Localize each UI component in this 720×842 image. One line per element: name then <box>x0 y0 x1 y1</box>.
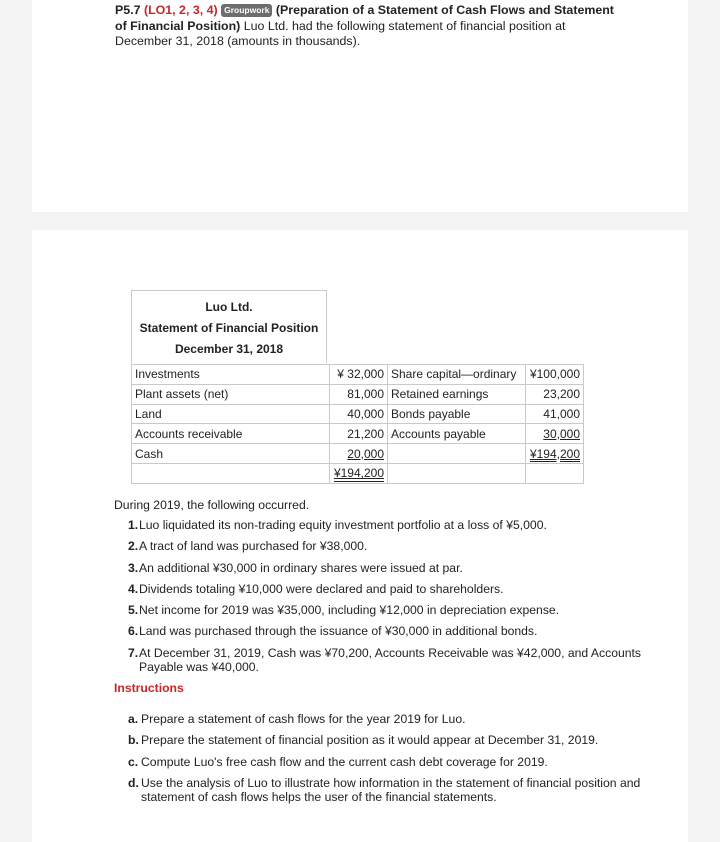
event-item-text: Dividends totaling ¥10,000 were declared and paid to shareholders. <box>139 581 504 596</box>
task-item-text: Use the analysis of Luo to illustrate how information in the statement of financial position and statement of cash flows helps the user of the financial statements. <box>141 775 641 804</box>
statement-date: December 31, 2018 <box>174 342 284 356</box>
asset-amount-cell <box>330 404 388 424</box>
claim-label-cell <box>388 424 526 444</box>
claim-amount-cell <box>526 384 584 404</box>
table-row <box>132 384 584 404</box>
page-top <box>32 0 688 212</box>
event-item-text: An additional ¥30,000 in ordinary shares were issued at par. <box>139 560 463 575</box>
event-item-text: Land was purchased through the issuance of ¥30,000 in additional bonds. <box>139 624 538 639</box>
learning-objectives-link[interactable]: (LO1, 2, 3, 4) <box>143 3 218 17</box>
asset-amount-cell <box>330 384 388 404</box>
asset-label: Accounts receivable <box>135 426 243 441</box>
asset-amount-cell <box>330 463 388 483</box>
event-item-number: 1. <box>128 518 139 532</box>
asset-label: Investments <box>135 367 200 382</box>
claim-label-cell <box>388 463 526 483</box>
event-item <box>128 518 674 532</box>
claim-amount: 30,000 <box>543 426 580 441</box>
asset-amount: 40,000 <box>347 406 384 421</box>
claim-label: Accounts payable <box>391 426 486 441</box>
claim-amount: ¥194,200 <box>529 446 580 461</box>
task-item-text: Prepare the statement of financial position as it would appear at December 31, 2019. <box>141 733 599 748</box>
asset-label-cell <box>132 365 330 385</box>
event-item <box>128 582 674 596</box>
event-item-text: A tract of land was purchased for ¥38,000. <box>139 539 368 554</box>
problem-title: (Preparation of a Statement of Cash Flows and Statement of Financial Position) <box>115 3 614 33</box>
claim-label: Share capital—ordinary <box>391 367 517 382</box>
asset-amount: 21,200 <box>347 426 384 441</box>
asset-label-cell <box>132 384 330 404</box>
problem-intro: Luo Ltd. had the following statement of financial position at December 31, 2018 (amounts in thousands). <box>115 18 566 48</box>
event-item <box>128 646 674 674</box>
table-row <box>132 424 584 444</box>
asset-amount: 20,000 <box>347 446 384 461</box>
claim-label: Retained earnings <box>391 387 489 402</box>
task-item <box>128 776 674 804</box>
asset-label-cell <box>132 463 330 483</box>
narrative <box>114 498 674 811</box>
claim-amount-cell <box>526 404 584 424</box>
event-item <box>128 561 674 575</box>
event-item-text: Luo liquidated its non-trading equity investment portfolio at a loss of ¥5,000. <box>139 518 547 532</box>
asset-amount-cell <box>330 444 388 464</box>
asset-label-cell <box>132 424 330 444</box>
event-item <box>128 539 674 553</box>
statement-header <box>131 290 327 363</box>
claim-amount-cell <box>526 424 584 444</box>
claim-amount-cell <box>526 444 584 464</box>
task-item-text: Compute Luo's free cash flow and the current cash debt coverage for 2019. <box>141 754 548 769</box>
event-item-number: 5. <box>128 603 139 618</box>
event-item-text: Net income for 2019 was ¥35,000, including ¥12,000 in depreciation expense. <box>139 603 560 618</box>
event-item-number: 3. <box>128 560 139 575</box>
instructions-heading: Instructions <box>114 681 184 696</box>
asset-amount: ¥194,200 <box>333 466 384 481</box>
tasks-list <box>114 712 674 804</box>
asset-label: Plant assets (net) <box>135 387 229 402</box>
task-item <box>128 712 674 726</box>
table-row <box>132 365 584 385</box>
event-item <box>128 624 674 638</box>
table-row <box>132 404 584 424</box>
asset-amount: ¥ 32,000 <box>337 367 384 382</box>
claim-label-cell <box>388 384 526 404</box>
groupwork-badge: Groupwork <box>221 4 272 17</box>
problem-number: P5.7 <box>115 3 141 17</box>
asset-amount-cell <box>330 365 388 385</box>
task-item-number: d. <box>128 775 139 790</box>
events-lead: During 2019, the following occurred. <box>114 498 310 512</box>
asset-amount-cell <box>330 424 388 444</box>
asset-label-cell <box>132 444 330 464</box>
statement-name: Statement of Financial Position <box>139 321 319 335</box>
event-item-number: 2. <box>128 539 139 554</box>
task-item <box>128 733 674 747</box>
table-row <box>132 463 584 483</box>
claim-amount: ¥100,000 <box>529 367 580 382</box>
event-item <box>128 603 674 617</box>
claim-amount: 23,200 <box>543 387 580 402</box>
claim-label-cell <box>388 404 526 424</box>
task-item-number: b. <box>128 733 139 748</box>
event-item-text: At December 31, 2019, Cash was ¥70,200, Accounts Receivable was ¥42,000, and Accounts Payable was ¥40,000. <box>139 645 642 674</box>
claim-label-cell <box>388 365 526 385</box>
event-item-number: 4. <box>128 581 139 596</box>
events-list <box>114 518 674 674</box>
claim-label-cell <box>388 444 526 464</box>
claim-label: Bonds payable <box>391 406 471 421</box>
table-row <box>132 444 584 464</box>
task-item-text: Prepare a statement of cash flows for the year 2019 for Luo. <box>141 712 466 727</box>
financial-position-table <box>131 364 584 484</box>
task-item-number: c. <box>128 754 139 769</box>
claim-amount: 41,000 <box>543 406 580 421</box>
task-item-number: a. <box>128 712 139 727</box>
asset-amount: 81,000 <box>347 387 384 402</box>
asset-label: Cash <box>135 446 164 461</box>
task-item <box>128 755 674 769</box>
event-item-number: 6. <box>128 624 139 639</box>
event-item-number: 7. <box>128 645 139 660</box>
asset-label: Land <box>135 406 162 421</box>
asset-label-cell <box>132 404 330 424</box>
page-main <box>32 230 688 842</box>
company-name: Luo Ltd. <box>205 300 253 314</box>
claim-amount-cell <box>526 365 584 385</box>
claim-amount-cell <box>526 463 584 483</box>
problem-heading <box>115 3 615 50</box>
